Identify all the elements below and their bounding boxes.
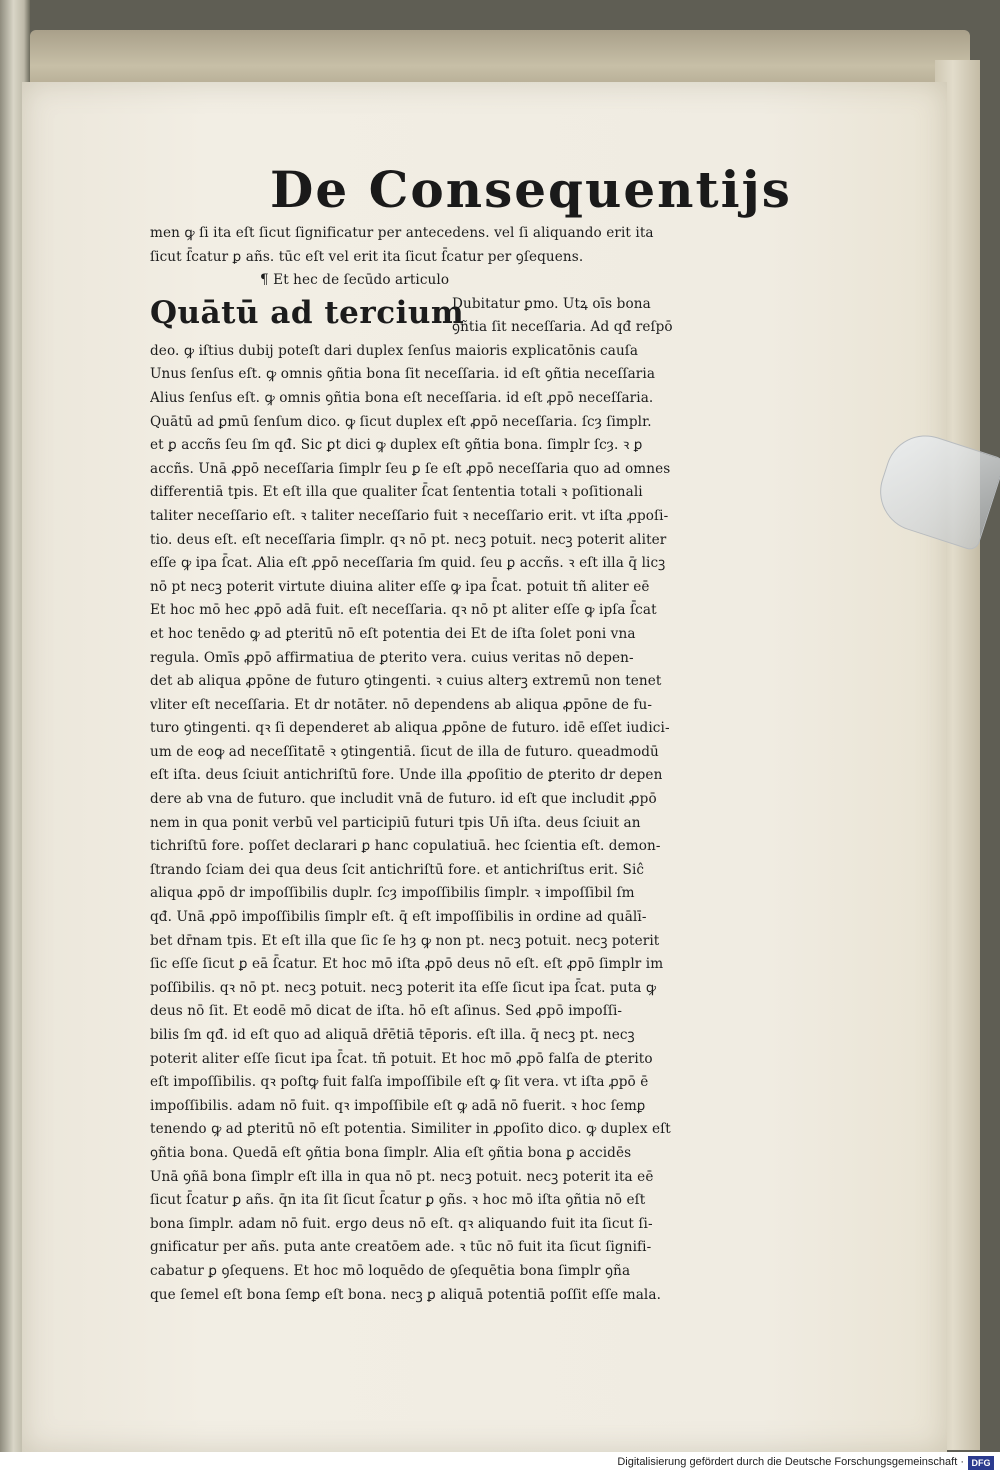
- text-line: cabatur ꝑ ꝯſequens. Et hoc mō loquēdo de ꝯſequētia bona ſimplr ꝯña: [150, 1262, 631, 1279]
- text-line: accñs. Unā ꝓpō neceſſaria ſimplr ſeu ꝑ ſe eſt ꝓpō neceſſaria quo ad omnes: [150, 460, 671, 477]
- text-line: vliter eſt neceſſaria. Et dr notāter. nō dependens ab aliqua ꝓpōne de fu-: [150, 696, 653, 713]
- text-line: tenendo ꝙ ad ꝑteritū nō eſt potentia. Similiter in ꝓpoſito dico. ꝙ duplex eſt: [150, 1121, 671, 1138]
- text-line: eſſe ꝙ ipa ſ̄cat. Alia eſt ꝓpō neceſſaria ſm quid. ſeu ꝑ accñs. ꝛ eſt illa q̄ licꝫ: [150, 555, 666, 572]
- text-line: turo ꝯtingenti. qꝛ ſi dependeret ab aliqua ꝓpōne de futuro. idē eſſet iudici-: [150, 720, 670, 737]
- text-line: ſicut ſ̄catur ꝑ añs. tūc eſt vel erit ita ſicut ſ̄catur per ꝯſequens.: [150, 248, 584, 265]
- text-line: gnificatur per añs. puta ante creatōem ade. ꝛ tūc nō fuit ita ſicut ſignifi-: [150, 1239, 652, 1256]
- text-line: regula. Omīs ꝓpō affirmatiua de ꝑterito vera. cuius veritas nō depen-: [150, 649, 634, 666]
- text-line: ſic eſſe ſicut ꝑ eā ſ̄catur. Et hoc mō iſta ꝓpō deus nō eſt. eſt ꝓpō ſimplr im: [150, 956, 664, 973]
- text-line: aliqua ꝓpō dr impoſſibilis duplr. ſcȝ impoſſibilis ſimplr. ꝛ impoſſibil ſm: [150, 885, 635, 902]
- text-line: ſicut ſ̄catur ꝑ añs. q̄n ita ſit ſicut ſ̄catur ꝑ ꝯñs. ꝛ hoc mō iſta ꝯñtia nō eſt: [150, 1192, 646, 1209]
- text-line: um de eoꝙ ad neceſſitatē ꝛ ꝯtingentiā. ſicut de illa de futuro. queadmodū: [150, 743, 659, 760]
- text-line: ꝯñtia ſit neceſſaria. Ad qđ reſpō: [452, 319, 673, 336]
- text-line: bet dr̄nam tpis. Et eſt illa que ſic ſe hȝ ꝙ non pt. necꝫ potuit. necꝫ poterit: [150, 932, 660, 949]
- text-line: nō pt necꝫ poterit virtute diuina aliter eſſe ꝙ ipa ſ̄cat. potuit tñ aliter eē: [150, 578, 650, 595]
- text-line: bilis ſm qđ. id eſt quo ad aliquā dr̄ētiā tēporis. eſt illa. q̄ necꝫ pt. necꝫ: [150, 1027, 635, 1043]
- text-line: Et hoc mō hec ꝓpō adā fuit. eſt neceſſaria. qꝛ nō pt aliter eſſe ꝙ ipſa ſ̄cat: [150, 602, 657, 619]
- text-line: Unus ſenſus eſt. ꝙ omnis ꝯñtia bona ſit neceſſaria. id eſt ꝯñtia neceſſaria: [150, 366, 656, 383]
- text-line: et hoc tenēdo ꝙ ad ꝑteritū nō eſt potentia dei Et de iſta ſolet poni vna: [150, 625, 636, 642]
- text-line: poterit aliter eſſe ſicut ipa ſ̄cat. tñ potuit. Et hoc mō ꝓpō falſa de ꝑterito: [150, 1050, 653, 1067]
- text-line: poſſibilis. qꝛ nō pt. necꝫ potuit. necꝫ poterit ita eſſe ſicut ipa ſ̄cat. puta ꝙ: [150, 979, 657, 996]
- body-text: [150, 340, 750, 1307]
- page-heading: De Consequentijs: [270, 160, 792, 219]
- text-line: dere ab vna de futuro. que includit vnā de futuro. id eſt que includit ꝓpō: [150, 791, 657, 808]
- footer-bar: [0, 1452, 1000, 1475]
- text-block: [150, 222, 750, 1307]
- text-line: nem in qua ponit verbū vel participiū futuri tpis Un̄ iſta. deus ſciuit an: [150, 814, 641, 831]
- text-line: ſtrando ſciam dei qua deus ſcit antichriſtū fore. et antichriſtus erit. Siĉ: [150, 861, 645, 878]
- text-line: Quātū ad ꝑmū ſenſum dico. ꝙ ſicut duplex eſt ꝓpō neceſſaria. ſcȝ ſimplr.: [150, 413, 652, 430]
- decorated-initial: Quātū ad tercium: [150, 294, 465, 331]
- text-line: que ſemel eſt bona ſemꝑ eſt bona. necꝫ ꝑ aliquā potentiā poſſit eſſe mala.: [150, 1286, 662, 1303]
- section-end-rubric: ¶ Et hec de ſecūdo articulo: [260, 272, 450, 289]
- text-line: deus nō ſit. Et eodē mō dicat de iſta. hō eſt aſinus. Sed ꝓpō impoſſi-: [150, 1003, 623, 1020]
- text-line: eſt impoſſibilis. qꝛ poſtꝙ fuit falſa impoſſibile eſt ꝙ ſit vera. vt iſta ꝓpō ē: [150, 1074, 649, 1091]
- text-line: det ab aliqua ꝓpōne de futuro ꝯtingenti. ꝛ cuius alterꝫ extremū non tenet: [150, 673, 662, 690]
- text-line: ꝯñtia bona. Quedā eſt ꝯñtia bona ſimplr. Alia eſt ꝯñtia bona ꝑ accidēs: [150, 1144, 632, 1161]
- text-line: differentiā tpis. Et eſt illa que qualiter ſ̄cat ſententia totali ꝛ poſitionali: [150, 484, 643, 501]
- text-line: et ꝑ accñs ſeu ſm qđ. Sic ꝑt dici ꝙ duplex eſt ꝯñtia bona. ſimplr ſcȝ. ꝛ ꝑ: [150, 437, 643, 454]
- text-line: bona ſimplr. adam nō fuit. ergo deus nō eſt. qꝛ aliquando fuit ita ſicut ſi-: [150, 1215, 653, 1232]
- text-line: deo. ꝙ iſtius dubij poteſt dari duplex ſenſus maioris explicatōnis cauſa: [150, 342, 639, 359]
- text-line: eſt iſta. deus ſciuit antichriſtū fore. Unde illa ꝓpoſitio de ꝑterito dr depen: [150, 767, 663, 784]
- text-line: impoſſibilis. adam nō fuit. qꝛ impoſſibile eſt ꝙ adā nō fuerit. ꝛ hoc ſemꝑ: [150, 1097, 646, 1114]
- dfg-logo: DFG: [968, 1456, 994, 1470]
- text-line: Alius ſenſus eſt. ꝙ omnis ꝯñtia bona eſt neceſſaria. id eſt ꝓpō neceſſaria.: [150, 389, 654, 406]
- text-line: tichriſtū fore. poſſet declarari ꝑ hanc copulatiuā. hec ſcientia eſt. demon-: [150, 838, 661, 855]
- text-line: tio. deus eſt. eſt neceſſaria ſimplr. qꝛ nō pt. necꝫ potuit. necꝫ poterit aliter: [150, 531, 667, 548]
- text-line: taliter neceſſario eſt. ꝛ taliter neceſſario fuit ꝛ neceſſario erit. vt iſta ꝓpoſi-: [150, 507, 669, 524]
- funding-credit: Digitalisierung gefördert durch die Deutsche Forschungsgemeinschaft ·: [617, 1456, 964, 1468]
- text-line: Dubitatur ꝑmo. Utꝝ oīs bona: [452, 295, 651, 312]
- binding-cover-top: [30, 30, 970, 90]
- text-line: qđ. Unā ꝓpō impoſſibilis ſimplr eſt. q̄ eſt impoſſibilis in ordine ad quālī-: [150, 909, 647, 926]
- text-line: men ꝙ ſi ita eſt ſicut ſignificatur per antecedens. vel ſi aliquando erit ita: [150, 225, 654, 241]
- text-line: Unā ꝯñā bona ſimplr eſt illa in qua nō pt. necꝫ potuit. necꝫ poterit ita eē: [150, 1168, 654, 1185]
- initial-paragraph-start: [150, 293, 750, 340]
